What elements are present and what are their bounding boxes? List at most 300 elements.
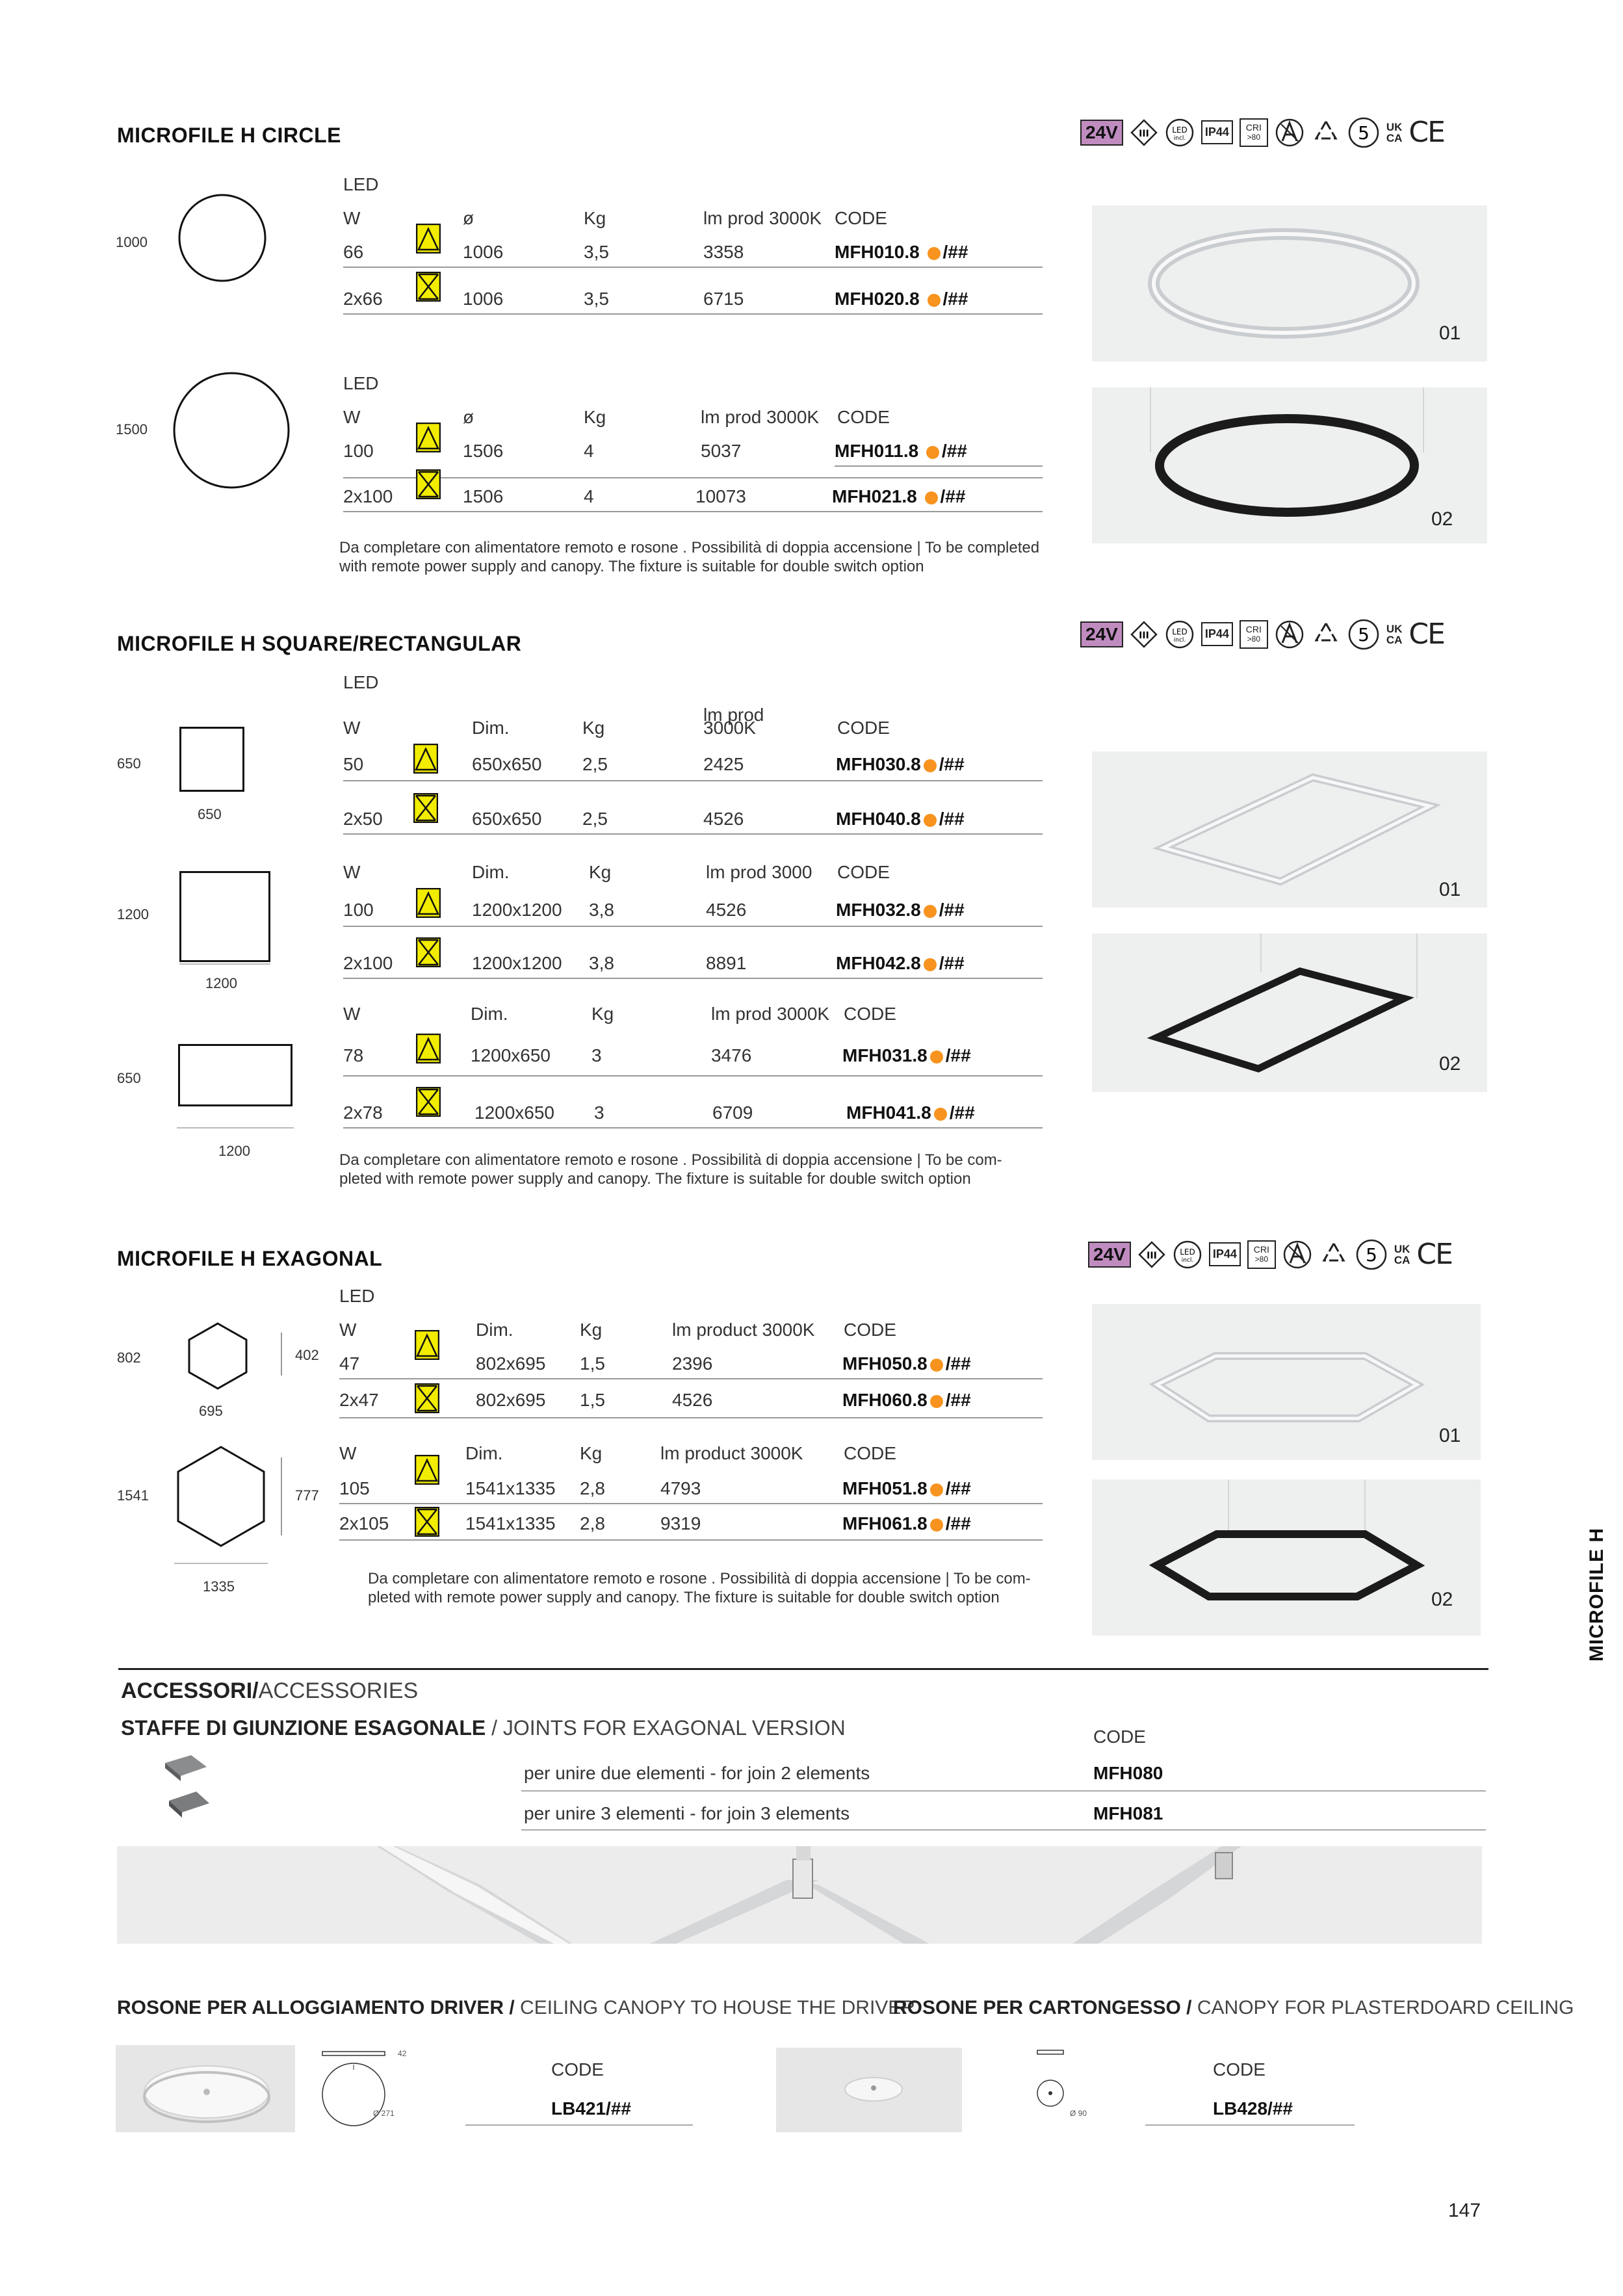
led-label: LED [343,174,379,194]
col-code: CODE [844,1320,896,1340]
cell-lm: 4526 [706,900,747,920]
cell-kg: 3,8 [589,900,614,920]
dim-line [281,1457,282,1535]
section-title-circle: MICROFILE H CIRCLE [117,124,341,147]
led-text: LED [1172,627,1188,636]
col-dim: Dim. [472,862,510,882]
row-divider [343,978,1043,979]
col-w: W [343,718,361,738]
joint-installation-photo [117,1846,1482,1944]
lamp-double-icon [413,793,437,816]
product-photo-white-rect [1092,751,1487,907]
row-divider [1145,2124,1355,2126]
row-divider [339,1503,1043,1504]
row-divider [343,477,1043,478]
ce-icon: CE [1416,1238,1452,1271]
canopy-driver-title-light: CEILING CANOPY TO HOUSE THE DRIVER [514,1997,915,2018]
canopy-plaster-title-light: CANOPY FOR PLASTERDOARD CEILING [1191,1997,1574,2018]
col-dim: Dim. [471,1004,508,1024]
cell-w: 78 [343,1045,364,1065]
cell-d: 1200x1200 [472,900,562,920]
rect-drawing-1200x650 [178,1044,292,1106]
dim-label: 1335 [203,1578,235,1595]
cell-w: 2x100 [343,486,393,506]
col-w: W [343,1004,361,1024]
code-suffix: /## [942,289,968,309]
cell-lm: 5037 [701,441,742,461]
ip44-icon: IP44 [1201,622,1233,646]
cell-lm: 6715 [703,289,744,309]
col-lm: lm product 3000K [660,1443,803,1463]
cell-code [842,1045,971,1066]
canopy-driver-dim: Ø 271 [373,2109,395,2118]
cell-d: 1006 [463,242,504,262]
code-suffix: /## [941,441,967,461]
code-suffix: /## [945,1513,971,1533]
dim-label: 650 [117,1070,141,1086]
finish-dot-icon [934,1108,947,1121]
five-year-icon [1347,116,1380,149]
cell-d: 1541x1335 [465,1478,556,1498]
note-line: pleted with remote power supply and canopy. The fixture is suitable for double switch option [339,1170,971,1188]
cell-w: 66 [343,242,364,262]
note-line: with remote power supply and canopy. The fixture is suitable for double switch option [339,558,924,575]
canopy-driver-title-bold: ROSONE PER ALLOGGIAMENTO DRIVER / [117,1997,515,2018]
circle-drawing-1000 [177,192,268,283]
voltage-badge: 24V [1080,120,1123,146]
code-suffix: /## [939,900,965,920]
cri-icon [1240,118,1268,147]
col-lm: lm prod 3000K [703,705,764,738]
code-text: MFH061.8 [842,1513,928,1533]
energy-class-icon [1275,118,1305,148]
ca-text: CA [1386,131,1403,144]
class-iii-text: III [1139,128,1149,139]
section-title-hex: MICROFILE H EXAGONAL [117,1247,383,1270]
cell-kg: 2,5 [582,754,608,774]
row-divider [835,465,1043,467]
five-text: 5 [1357,623,1370,646]
cell-kg: 3,8 [589,953,614,973]
cell-d: 650x650 [472,754,542,774]
row-divider [343,1075,1043,1076]
lamp-single-icon [415,1455,438,1478]
row-divider [343,511,1043,512]
cell-code [846,1102,975,1123]
col-w: W [339,1320,357,1340]
code-suffix: /## [949,1102,975,1123]
code-text: MFH050.8 [842,1353,928,1374]
code-text: MFH032.8 [836,900,921,920]
code-text: MFH060.8 [842,1390,928,1410]
dim-label: 1500 [116,421,148,437]
cri-sub-text: >80 [1254,1254,1269,1264]
led-label: LED [343,373,379,393]
product-photo-white-hexagon [1092,1304,1481,1460]
cri-text: CRI [1253,1244,1269,1255]
class-iii-icon [1130,118,1158,147]
led-incl-icon [1165,118,1195,148]
note-line: Da completare con alimentatore remoto e rosone . Possibilità di doppia accensione | To be completed [339,539,1040,556]
canopy-driver-dim: 42 [398,2049,407,2058]
uk-text: UK [1386,120,1403,133]
col-w: W [343,208,361,228]
row-divider [343,926,1043,927]
canopy-plaster-photo [776,2048,962,2132]
product-photo-black-hexagon [1092,1480,1481,1636]
row-divider [343,833,1043,835]
lamp-single-icon [415,1330,438,1353]
section-note [339,538,1039,576]
canopy-plaster-code: LB428/## [1213,2098,1293,2119]
dim-label: 1200 [205,975,237,991]
cell-d: 1506 [463,486,504,506]
col-code: CODE [844,1004,896,1024]
cell-w: 100 [343,900,374,920]
code-text: MFH030.8 [836,754,921,774]
accessories-title-light: ACCESSORIES [258,1678,419,1703]
row-divider [339,1417,1043,1418]
col-w: W [339,1443,357,1463]
dim-label: 1200 [218,1143,250,1159]
cell-lm: 4526 [672,1390,713,1410]
photo-label: 02 [1431,1589,1453,1610]
section-title-square: MICROFILE H SQUARE/RECTANGULAR [117,632,522,655]
finish-dot-icon [926,446,939,459]
dim-line [281,1333,282,1376]
five-year-icon [1347,618,1380,651]
uk-text: UK [1386,622,1403,635]
dim-line [177,1127,294,1128]
code-suffix: /## [945,1353,971,1374]
hexagon-drawing-1541 [175,1444,266,1548]
ce-icon: CE [1409,116,1444,149]
col-kg: Kg [580,1320,603,1340]
joint-brackets-image [156,1750,214,1821]
cell-code [835,242,968,263]
cri-sub-text: >80 [1247,132,1261,142]
photo-label: 01 [1439,1425,1461,1446]
col-dim: Dim. [476,1320,513,1340]
photo-label: 01 [1439,879,1461,900]
cri-text: CRI [1245,623,1262,634]
col-kg: Kg [584,407,606,427]
lamp-double-icon [415,1507,438,1530]
dim-line [174,1563,268,1564]
dim-line [179,963,270,965]
cell-lm: 10073 [695,486,746,506]
row-divider [343,1127,1043,1128]
cri-icon [1247,1240,1276,1269]
finish-dot-icon [930,1483,943,1496]
col-w: W [343,862,361,882]
col-kg: Kg [591,1004,614,1024]
col-code: CODE [551,2059,604,2080]
col-lm: lm prod 3000K [703,208,822,228]
row-divider [465,2124,693,2126]
cert-icons-square [1080,618,1444,651]
cell-kg: 2,8 [580,1478,605,1498]
finish-dot-icon [928,294,941,307]
code-text: MFH041.8 [846,1102,931,1123]
led-text: LED [1172,125,1188,135]
row-divider [343,313,1043,315]
product-photo-black-ring [1092,387,1487,543]
energy-class-icon [1282,1240,1312,1270]
led-sub-text: incl. [1173,135,1186,142]
col-code: CODE [837,862,890,882]
cell-code [835,441,967,462]
ca-text: CA [1386,633,1403,646]
cell-w: 50 [343,754,364,774]
cell-d: 802x695 [476,1353,546,1374]
cell-lm: 2425 [703,754,744,774]
section-note [339,1151,1002,1188]
cell-kg: 3 [591,1045,602,1065]
col-code: CODE [1213,2059,1266,2080]
col-lm: lm prod 3000K [701,407,820,427]
cell-lm: 6709 [712,1102,753,1123]
code-suffix: /## [945,1478,971,1498]
lamp-single-icon [416,423,439,446]
product-photo-black-rect [1092,933,1487,1092]
page-number: 147 [1448,2200,1481,2221]
ip44-icon: IP44 [1209,1242,1241,1266]
cell-kg: 2,5 [582,809,608,829]
cell-code [836,754,965,775]
cell-w: 2x78 [343,1102,383,1123]
cell-d: 1200x650 [471,1045,551,1065]
led-sub-text: incl. [1181,1257,1194,1264]
photo-label: 02 [1431,508,1453,530]
cell-kg: 4 [584,486,594,506]
canopy-plaster-title [893,1997,1574,2019]
joints-title-light: / JOINTS FOR EXAGONAL VERSION [486,1716,846,1740]
code-suffix: /## [939,754,965,774]
col-code: CODE [1093,1727,1146,1747]
cell-w: 47 [339,1353,360,1374]
lamp-double-icon [416,1087,439,1110]
cell-lm: 8891 [706,953,747,973]
row-divider [521,1829,1486,1831]
class-iii-text: III [1147,1250,1157,1261]
lamp-double-icon [416,937,439,961]
cri-sub-text: >80 [1247,634,1261,644]
row-divider [339,1378,1043,1379]
dim-label: 1541 [117,1487,149,1504]
circle-drawing-1500 [172,371,291,490]
cell-kg: 3 [594,1102,604,1123]
cri-icon [1240,620,1268,649]
row-divider [343,267,1043,268]
cell-kg: 3,5 [584,242,609,262]
code-text: MFH031.8 [842,1045,928,1065]
cell-w: 105 [339,1478,370,1498]
code-suffix: /## [945,1045,971,1065]
cell-w: 2x100 [343,953,393,973]
col-dim: Dim. [472,718,510,738]
five-text: 5 [1357,122,1370,144]
note-line: Da completare con alimentatore remoto e rosone . Possibilità di doppia accensione | To be com- [368,1570,1031,1587]
led-label: LED [343,672,379,692]
cell-w: 2x50 [343,809,383,829]
accessory-desc: per unire 3 elementi - for join 3 elements [524,1803,850,1823]
hexagon-drawing-802 [186,1321,250,1391]
cell-lm: 3476 [711,1045,752,1065]
photo-label: 01 [1439,322,1461,344]
code-text: MFH010.8 [835,242,920,262]
col-lm: lm prod 3000 [706,862,812,882]
dim-label: 650 [198,806,222,822]
code-suffix: /## [939,809,965,829]
lamp-double-icon [416,469,439,493]
row-divider [339,1539,1043,1541]
col-lm: lm prod 3000K [711,1004,830,1024]
code-text: MFH051.8 [842,1478,928,1498]
col-w: W [343,407,361,427]
ca-text: CA [1394,1253,1410,1266]
finish-dot-icon [930,1050,943,1063]
dim-label: 802 [117,1350,141,1366]
cri-text: CRI [1245,122,1262,133]
cell-d: 1200x1200 [472,953,562,973]
canopy-driver-code: LB421/## [551,2098,631,2119]
cert-icons-circle [1080,116,1444,149]
code-text: MFH042.8 [836,953,921,973]
lamp-single-icon [416,888,439,911]
finish-dot-icon [924,958,937,971]
finish-dot-icon [930,1519,943,1532]
cell-lm: 9319 [660,1513,701,1533]
accessories-title [121,1678,418,1704]
cell-kg: 3,5 [584,289,609,309]
accessories-title-bold: ACCESSORI/ [121,1678,259,1703]
cell-d: 1006 [463,289,504,309]
cell-kg: 4 [584,441,594,461]
finish-dot-icon [924,759,937,772]
col-code: CODE [835,208,887,228]
section-note [368,1569,1031,1607]
accessory-code: MFH081 [1093,1803,1163,1823]
code-suffix: /## [942,242,968,262]
cell-code [836,900,965,920]
lamp-double-icon [415,1383,438,1407]
cell-d: 1200x650 [474,1102,555,1123]
canopy-plaster-title-bold: ROSONE PER CARTONGESSO / [893,1997,1192,2018]
ip44-icon: IP44 [1201,120,1233,144]
cell-code [832,486,965,507]
col-dim: Dim. [465,1443,503,1463]
class-iii-icon [1130,620,1158,649]
note-line: Da completare con alimentatore remoto e rosone . Possibilità di doppia accensione | To be com- [339,1151,1002,1169]
joints-title [121,1716,846,1740]
cell-code [836,953,965,974]
cell-kg: 1,5 [580,1353,605,1374]
dim-label: 1000 [116,234,148,250]
cell-d: 1506 [463,441,504,461]
ukca-icon [1394,1244,1410,1266]
led-sub-text: incl. [1173,636,1186,644]
square-drawing-1200 [179,871,270,962]
five-text: 5 [1365,1244,1377,1266]
class-iii-text: III [1139,630,1149,641]
canopy-plaster-dim: Ø 90 [1070,2109,1087,2118]
recycle-icon [1311,118,1341,148]
cell-d: 650x650 [472,809,542,829]
dim-label: 777 [295,1487,319,1504]
col-kg: Kg [582,718,605,738]
cell-d: 802x695 [476,1390,546,1410]
ukca-icon [1386,122,1403,144]
col-code: CODE [837,407,890,427]
cell-w: 100 [343,441,374,461]
code-text: MFH020.8 [835,289,920,309]
row-divider [521,1790,1486,1792]
code-suffix: /## [945,1390,971,1410]
col-kg: Kg [584,208,606,228]
finish-dot-icon [930,1395,943,1408]
ce-icon: CE [1409,618,1444,651]
finish-dot-icon [924,905,937,918]
dim-label: 695 [199,1403,223,1419]
cell-w: 2x66 [343,289,383,309]
led-incl-icon [1165,620,1195,649]
led-incl-icon [1173,1240,1202,1270]
code-text: MFH021.8 [832,486,917,506]
dim-label: 650 [117,755,141,772]
photo-label: 02 [1439,1053,1461,1075]
finish-dot-icon [924,814,937,827]
cell-code [836,809,965,829]
cell-kg: 2,8 [580,1513,605,1533]
code-text: MFH011.8 [835,441,919,461]
voltage-badge: 24V [1088,1242,1131,1268]
row-divider [343,780,1043,781]
cert-icons-hex [1088,1238,1452,1271]
product-photo-white-ring [1092,205,1487,361]
side-label: MICROFILE H [1586,1528,1607,1662]
dim-label: 1200 [117,906,149,922]
cell-lm: 4793 [660,1478,701,1498]
col-lm: lm product 3000K [672,1320,815,1340]
cell-lm: 2396 [672,1353,713,1374]
code-suffix: /## [939,953,965,973]
cell-lm: 3358 [703,242,744,262]
finish-dot-icon [930,1359,943,1372]
lamp-single-icon [416,1034,439,1057]
recycle-icon [1319,1240,1349,1270]
cell-w: 2x105 [339,1513,389,1533]
cell-d: 1541x1335 [465,1513,556,1533]
cell-code [842,1478,971,1499]
five-year-icon [1355,1238,1388,1271]
uk-text: UK [1394,1242,1410,1255]
accessory-code: MFH080 [1093,1763,1163,1783]
cell-code [835,289,968,309]
col-code: CODE [844,1443,896,1463]
cell-kg: 1,5 [580,1390,605,1410]
col-diameter: ø [463,208,474,228]
joints-title-bold: STAFFE DI GIUNZIONE ESAGONALE [121,1716,486,1740]
cell-code [842,1353,971,1374]
ukca-icon [1386,623,1403,646]
square-drawing-650 [179,727,244,792]
col-diameter: ø [463,407,474,427]
canopy-driver-photo [116,2045,295,2132]
col-code: CODE [837,718,890,738]
canopy-driver-drawing [318,2048,409,2132]
cell-w: 2x47 [339,1390,379,1410]
